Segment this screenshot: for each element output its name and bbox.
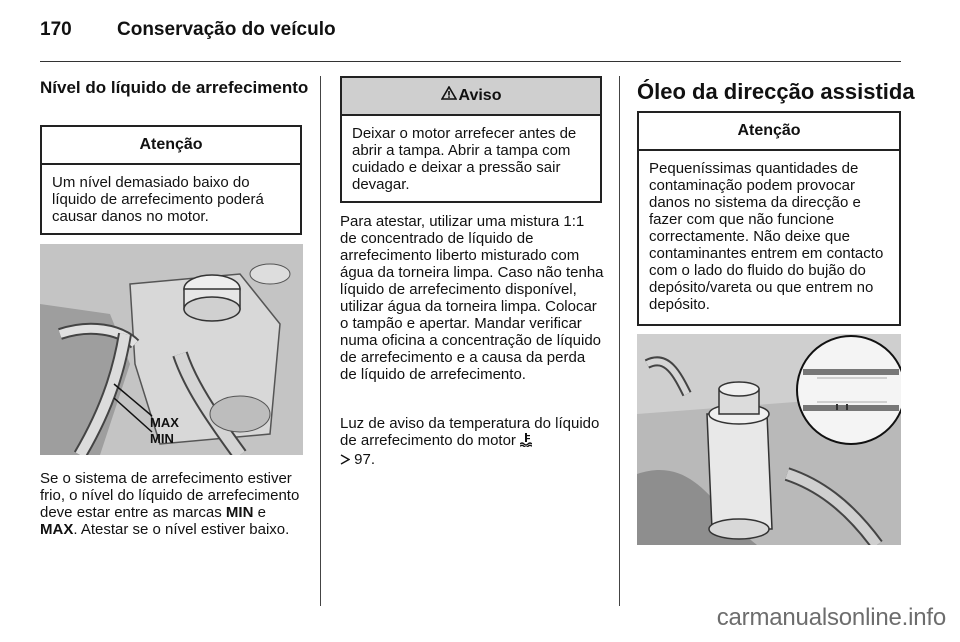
para-text: Se o sistema de arrefecimento estiver frio, o nível do líquido de arrefecimento deve estar entre as marcas [40,470,300,521]
column-divider-1 [320,76,321,606]
max-mark: MAX [40,521,74,538]
para-text: e [253,504,266,521]
page-reference: 97. [354,451,376,468]
attention-title: Atenção [639,113,899,151]
coolant-temperature-icon [520,432,532,451]
warning-box [340,76,602,203]
header-divider [40,61,901,62]
page-title: Conservação do veículo [117,19,336,40]
warning-text: Deixar o motor arrefecer antes de abrir a tampa. Abrir a tampa com cuidado e deixar a pressão sair devagar. [352,125,577,193]
para-text: . Atestar se o nível estiver baixo. [73,521,290,538]
page-ref-arrow-icon [340,452,350,469]
page-number: 170 [40,19,72,40]
warning-light-paragraph [340,415,605,469]
min-mark: MIN [225,504,254,521]
para-text: Luz de aviso da temperatura do líquido de arrefecimento do motor [340,415,600,449]
attention-text: Um nível demasiado baixo do líquido de arrefecimento poderá causar danos no motor. [52,174,264,225]
warning-title-bar [342,78,600,116]
warning-triangle-icon [441,78,457,114]
warning-title: Aviso [458,87,502,105]
power-steering-reservoir-image [637,334,901,545]
watermark: carmanualsonline.info [716,604,946,631]
max-label: MAX [150,415,179,430]
min-label: MIN [150,431,174,446]
column-divider-2 [619,76,620,606]
section-heading-coolant: Nível do líquido de arrefecimento [40,78,309,97]
refill-paragraph: Para atestar, utilizar uma mistura 1:1 de concentrado de líquido de arrefecimento liberto misturado com água da torneira limpa. Caso não tenha líquido de arrefecimento disponível, utilizar água da torneira limpa. Colocar o tampão e apertar. Mandar verificar numa oficina a concentração de líquido de arrefecimento e a causa da perda de líquido de arrefecimento. [340,213,604,383]
attention-text: Pequeníssimas quantidades de contaminação podem provocar danos no sistema da direcção e fazer com que não funcione correctamente. Não deixe que contaminantes entrem em contacto com o lado do fluido do bujão do depósito/vareta ou que entrem no depósito. [649,160,884,313]
attention-box-coolant [40,125,302,235]
attention-title: Atenção [42,127,300,165]
coolant-level-paragraph [40,470,305,538]
attention-box-steering [637,111,901,326]
section-heading-steering-oil: Óleo da direcção assistida [637,79,915,104]
coolant-reservoir-image [40,244,303,455]
